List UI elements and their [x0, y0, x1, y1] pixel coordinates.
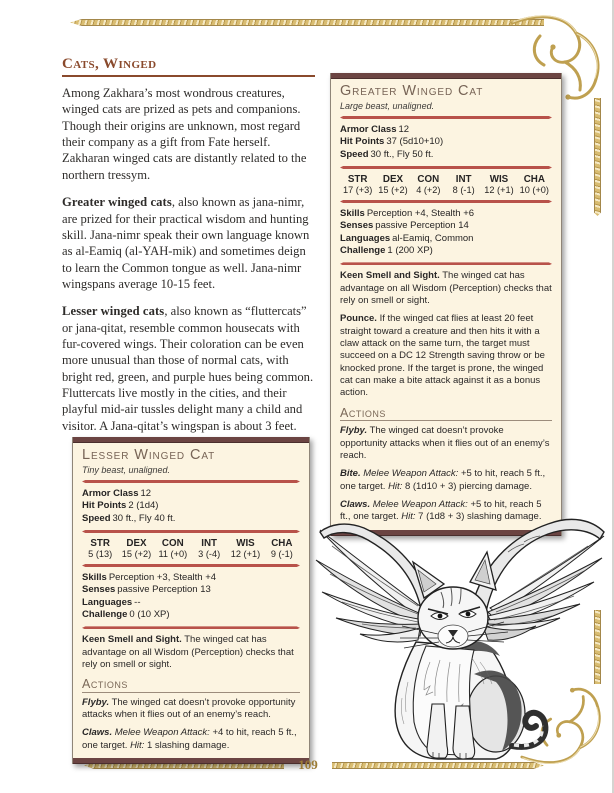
speed-row: Speed 30 ft., Fly 40 ft. — [82, 512, 176, 524]
ability-cha: CHA 9 (-1) — [270, 537, 293, 559]
action-bite: Bite. Melee Weapon Attack: +5 to hit, reach 5 ft., one target. Hit: 8 (1d10 + 3) piercing damage. — [340, 468, 546, 492]
ability-wis: WIS 12 (+1) — [484, 173, 514, 195]
winged-cat-illustration — [312, 512, 610, 764]
statblock-title: Greater Winged Cat — [340, 83, 484, 99]
speed-row: Speed 30 ft., Fly 50 ft. — [340, 148, 434, 160]
action-claws: Claws. Melee Weapon Attack: +5 to hit, reach 5 ft., one target. Hit: 7 (1d8 + 3) slashing damage. — [340, 498, 542, 523]
hit-points-row: Hit Points 2 (1d4) — [82, 500, 159, 512]
skills-row: Skills Perception +4, Stealth +6 — [340, 207, 475, 219]
ability-dex: DEX 15 (+2) — [378, 173, 408, 195]
page-border-right-top — [594, 98, 601, 216]
article-column — [62, 56, 315, 445]
ability-dex: DEX 15 (+2) — [121, 537, 152, 559]
statblock-subtitle: Tiny beast, unaligned. — [82, 464, 170, 475]
tapered-rule — [82, 564, 300, 567]
tapered-rule — [340, 166, 552, 169]
trait-keen-smell-and-sight: Keen Smell and Sight. The winged cat has advantage on all Wisdom (Perception) checks that rely on smell or sight. — [340, 270, 552, 307]
actions-header: Actions — [82, 677, 300, 692]
languages-row: Languages al-Eamiq, Common — [340, 232, 474, 244]
tapered-rule — [340, 262, 552, 265]
actions-header: Actions — [340, 406, 552, 421]
ability-con: CON 11 (+0) — [158, 537, 188, 559]
statblock-bottom-bar — [73, 758, 309, 764]
challenge-row: Challenge 0 (10 XP) — [82, 609, 170, 620]
tapered-rule — [340, 200, 552, 203]
page-border-top — [70, 19, 544, 26]
skills-row: Skills Perception +3, Stealth +4 — [82, 571, 217, 583]
tapered-rule — [82, 480, 300, 483]
trait-keen-smell-and-sight: Keen Smell and Sight. The winged cat has advantage on all Wisdom (Perception) checks that rely on smell or sight. — [82, 634, 294, 671]
senses-row: Senses passive Perception 14 — [340, 220, 469, 232]
action-flyby: Flyby. The winged cat doesn’t provoke opportunity attacks when it flies out of an enemy’s reach. — [340, 425, 550, 461]
armor-class-row: Armor Class 12 — [340, 123, 410, 135]
ability-wis: WIS 12 (+1) — [230, 537, 261, 559]
ability-con: CON 4 (+2) — [416, 173, 441, 195]
statblock-lesser-winged-cat — [72, 437, 310, 764]
tapered-rule — [340, 116, 552, 119]
action-flyby: Flyby. The winged cat doesn’t provoke opportunity attacks when it flies out of an enemy’s reach. — [82, 696, 296, 721]
ability-scores — [82, 538, 300, 559]
trait-pounce: Pounce. If the winged cat flies at least 20 feet straight toward a creature and then hits it with a claw attack on the same turn, the target must succeed on a DC 12 Strength saving throw or be knocked prone. If the target is prone, the winged cat can make a bite attack against it as a bonus action. — [340, 313, 545, 399]
ability-int: INT 8 (-1) — [452, 173, 475, 195]
languages-row: Languages -- — [82, 596, 141, 608]
page-number: 109 — [298, 757, 318, 772]
article-paragraph: Lesser winged cats, also known as “fluttercats” or jana-qitat, resemble common housecats with fur-covered wings. Their coloration can be even more unusual than those of normal cats, with bright red, green, and purple hues being common. Fluttercats live mostly in the cities, and their playful mid-air tussles delight many a child and visitor. A Jana-qitat’s wingspan is about 3 feet. — [62, 304, 314, 433]
action-claws: Claws. Melee Weapon Attack: +4 to hit, reach 5 ft., one target. Hit: 1 slashing damage. — [82, 727, 297, 751]
ability-scores — [340, 174, 552, 195]
challenge-row: Challenge 1 (200 XP) — [340, 245, 433, 256]
statblock-title: Lesser Winged Cat — [82, 447, 216, 463]
hit-points-row: Hit Points 37 (5d10+10) — [340, 136, 444, 148]
ability-str: STR 5 (13) — [88, 537, 113, 559]
article-title: Cats, Winged — [62, 56, 315, 77]
ability-cha: CHA 10 (+0) — [519, 173, 549, 195]
senses-row: Senses passive Perception 13 — [82, 584, 211, 596]
statblock-greater-winged-cat — [330, 73, 562, 536]
ability-str: STR 17 (+3) — [342, 173, 373, 195]
armor-class-row: Armor Class 12 — [82, 487, 152, 499]
ability-int: INT 3 (-4) — [198, 537, 221, 559]
tapered-rule — [82, 626, 300, 629]
article-paragraph: Among Zakhara’s most wondrous creatures, winged cats are prized as pets and companions. Though their origins are unknown, most regard their company as a gift from Fate herself. Zakharan winged cats are distantly related to the northern tressym. — [62, 86, 307, 182]
tapered-rule — [82, 530, 300, 533]
article-paragraph: Greater winged cats, also known as jana-nimr, are prized for their practical wisdom and hunting skill. Jana-nimr speak their own language known as al-Eamiq (al-YAH-mik) and sometimes deign to learn the Common tongue as well. Jana-nimr wingspans average 10-15 feet. — [62, 195, 310, 291]
statblock-subtitle: Large beast, unaligned. — [340, 100, 435, 111]
